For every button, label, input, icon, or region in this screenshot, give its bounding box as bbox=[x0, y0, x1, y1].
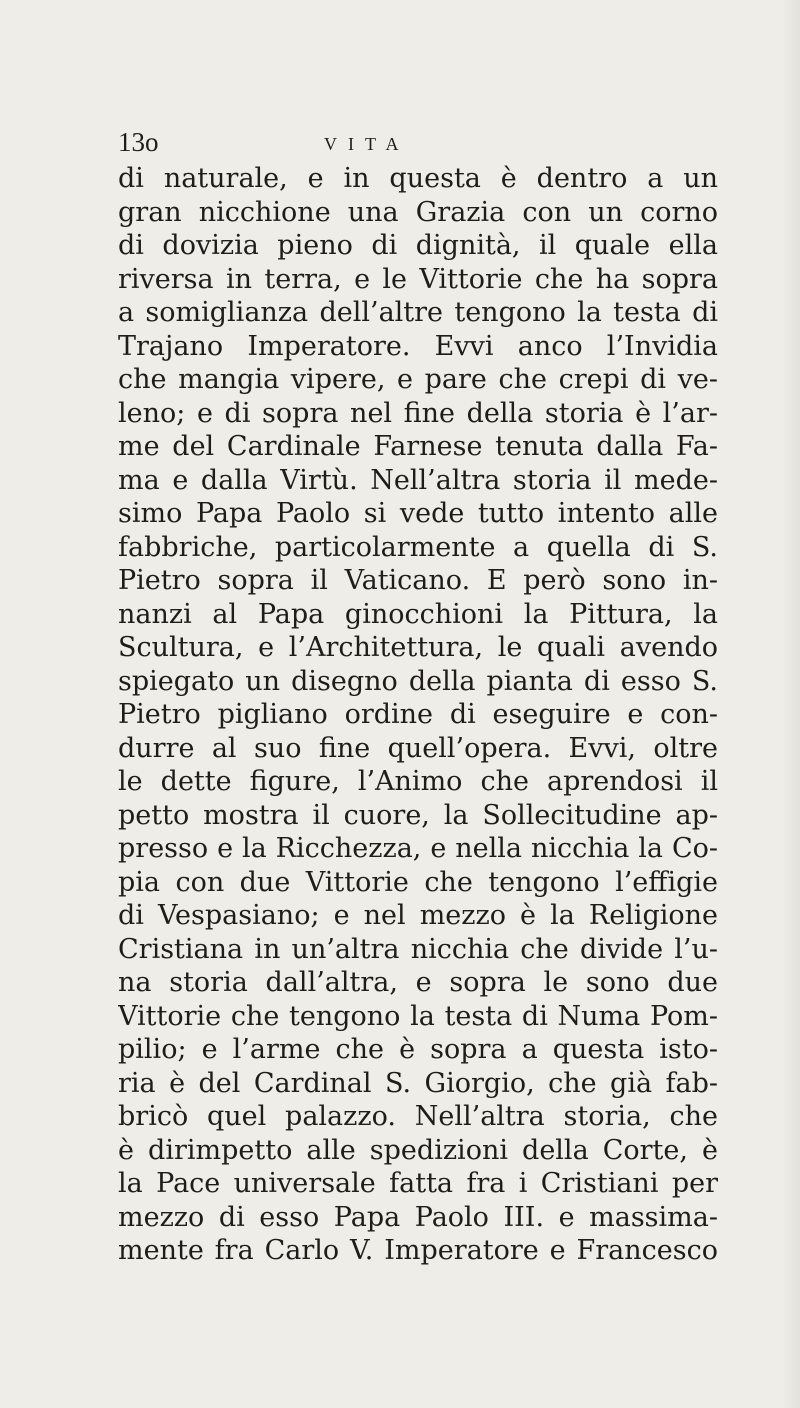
text-line: fabbriche, particolarmente a quella di S. bbox=[118, 531, 718, 563]
text-line: pia con due Vittorie che tengono l’effigie bbox=[118, 866, 718, 898]
text-line: Pietro sopra il Vaticano. E però sono in- bbox=[118, 565, 718, 596]
text-line: le dette figure, l’Animo che aprendosi il bbox=[118, 766, 718, 797]
text-line: Scultura, e l’Architettura, le quali avendo bbox=[118, 632, 718, 663]
text-line: na storia dall’altra, e sopra le sono due bbox=[118, 967, 718, 998]
text-line: gran nicchione una Grazia con un corno bbox=[118, 196, 718, 228]
text-line: presso e la Ricchezza, e nella nicchia la Co- bbox=[118, 833, 718, 864]
text-line: simo Papa Paolo si vede tutto intento alle bbox=[118, 498, 718, 529]
text-line: Cristiana in un’altra nicchia che divide l’u- bbox=[118, 933, 718, 965]
text-line: Pietro pigliano ordine di eseguire e con- bbox=[118, 699, 718, 730]
text-line: è dirimpetto alle spedizioni della Corte, è bbox=[118, 1134, 718, 1166]
text-line: Vittorie che tengono la testa di Numa Pom- bbox=[118, 1000, 718, 1032]
text-line: riversa in terra, e le Vittorie che ha sopra bbox=[118, 263, 718, 295]
paper-edge-shadow bbox=[782, 0, 800, 1408]
text-line: spiegato un disegno della pianta di esso S. bbox=[118, 665, 718, 697]
running-header bbox=[118, 126, 718, 158]
running-title: VITA bbox=[324, 134, 410, 154]
text-line: mente fra Carlo V. Imperatore e Francesco bbox=[118, 1235, 718, 1266]
text-line: di Vespasiano; e nel mezzo è la Religione bbox=[118, 900, 718, 931]
text-line: di dovizia pieno di dignità, il quale ella bbox=[118, 230, 718, 261]
text-line: leno; e di sopra nel fine della storia è l’ar- bbox=[118, 397, 718, 429]
text-line: ma e dalla Virtù. Nell’altra storia il mede- bbox=[118, 464, 718, 496]
text-line: pilio; e l’arme che è sopra a questa isto- bbox=[118, 1034, 718, 1065]
book-page bbox=[118, 126, 718, 1286]
text-line: che mangia vipere, e pare che crepi di ve- bbox=[118, 364, 718, 395]
text-line: petto mostra il cuore, la Sollecitudine ap- bbox=[118, 799, 718, 831]
body-text bbox=[118, 162, 718, 1268]
text-line: a somiglianza dell’altre tengono la testa di bbox=[118, 297, 718, 328]
text-line: mezzo di esso Papa Paolo III. e massima- bbox=[118, 1201, 718, 1233]
text-line: la Pace universale fatta fra i Cristiani per bbox=[118, 1168, 718, 1199]
text-line: ria è del Cardinal S. Giorgio, che già fab- bbox=[118, 1067, 718, 1099]
text-line: nanzi al Papa ginocchioni la Pittura, la bbox=[118, 598, 718, 630]
text-line: di naturale, e in questa è dentro a un bbox=[118, 163, 718, 194]
text-line: durre al suo fine quell’opera. Evvi, oltre bbox=[118, 732, 718, 764]
text-line: me del Cardinale Farnese tenuta dalla Fa- bbox=[118, 431, 718, 462]
page-number: 13o bbox=[118, 127, 159, 157]
text-line: bricò quel palazzo. Nell’altra storia, che bbox=[118, 1101, 718, 1132]
text-line: Trajano Imperatore. Evvi anco l’Invidia bbox=[118, 330, 718, 362]
